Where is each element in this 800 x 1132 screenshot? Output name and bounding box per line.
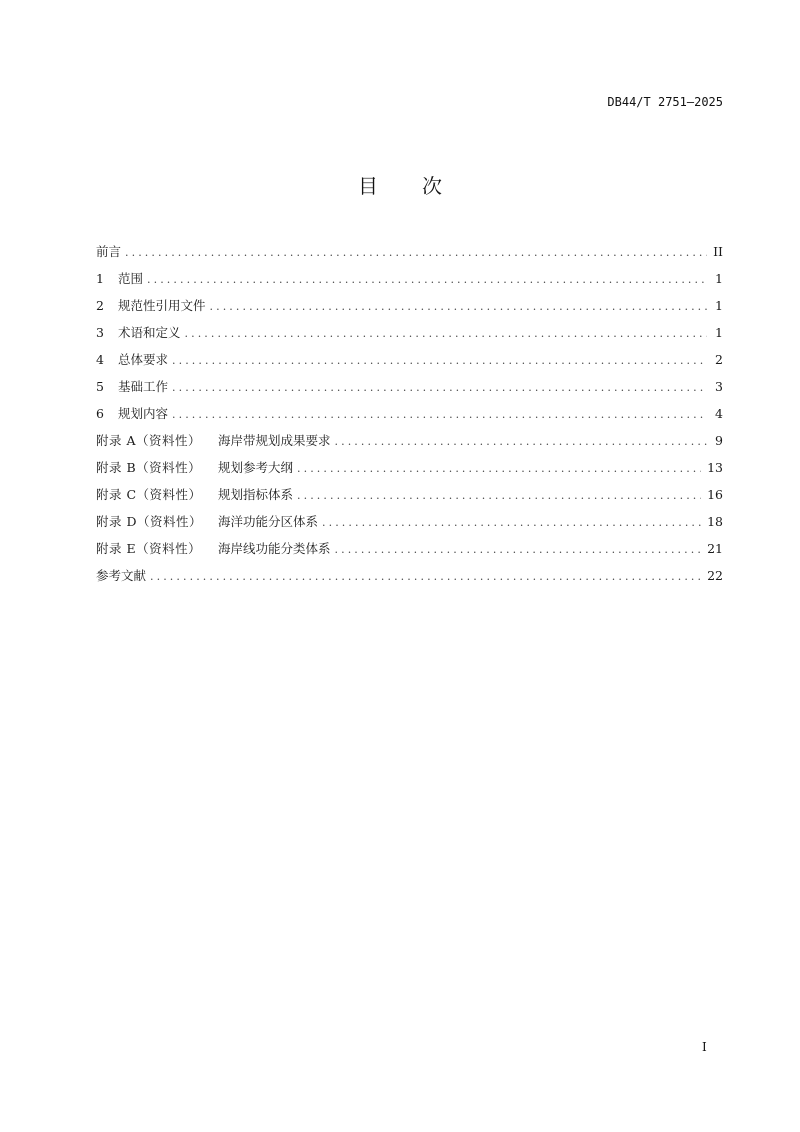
toc-page-number: 1 — [715, 325, 723, 340]
toc-entry-text: 范围 — [118, 271, 144, 286]
toc-section-number: 4 — [96, 352, 104, 367]
dot-leader — [150, 567, 701, 587]
dot-leader — [335, 432, 707, 452]
toc-section-number: 2 — [96, 298, 104, 313]
dot-leader — [172, 378, 707, 398]
toc-entry-text: 基础工作 — [118, 379, 169, 394]
page-number: I — [702, 1040, 707, 1054]
toc-page-number: 2 — [715, 352, 723, 367]
dot-leader — [322, 513, 701, 533]
toc-page-number: 13 — [707, 460, 723, 475]
toc-entry-text: 规划参考大纲 — [218, 460, 294, 475]
toc-entry-basic-work[interactable] — [96, 377, 723, 404]
dot-leader — [172, 405, 707, 425]
dot-leader — [147, 270, 707, 290]
table-of-contents — [96, 242, 723, 593]
toc-entry-text: 海洋功能分区体系 — [218, 514, 319, 529]
toc-page-number: II — [713, 244, 723, 259]
toc-page-number: 21 — [707, 541, 723, 556]
toc-entry-appendix-b[interactable] — [96, 458, 723, 485]
dot-leader — [172, 351, 707, 371]
toc-entry-scope[interactable] — [96, 269, 723, 296]
title-char-2: 次 — [422, 174, 442, 198]
document-code: DB44/T 2751—2025 — [607, 95, 723, 109]
toc-page-number: 1 — [715, 271, 723, 286]
toc-appendix-prefix: 附录 D（资料性） — [96, 514, 202, 529]
dot-leader — [297, 486, 701, 506]
toc-section-number: 1 — [96, 271, 104, 286]
toc-entry-normative-references[interactable] — [96, 296, 723, 323]
toc-page-number: 3 — [715, 379, 723, 394]
toc-entry-text: 规划内容 — [118, 406, 169, 421]
toc-entry-text: 术语和定义 — [118, 325, 181, 340]
toc-page-number: 4 — [715, 406, 723, 421]
toc-appendix-prefix: 附录 A（资料性） — [96, 433, 202, 448]
toc-entry-text: 海岸线功能分类体系 — [218, 541, 331, 556]
dot-leader — [210, 297, 707, 317]
toc-appendix-prefix: 附录 C（资料性） — [96, 487, 202, 502]
toc-page-number: 22 — [707, 568, 723, 583]
toc-entry-appendix-c[interactable] — [96, 485, 723, 512]
toc-page-number: 18 — [707, 514, 723, 529]
toc-entry-planning-content[interactable] — [96, 404, 723, 431]
toc-entry-appendix-e[interactable] — [96, 539, 723, 566]
toc-entry-text: 参考文献 — [96, 568, 147, 583]
toc-section-number: 3 — [96, 325, 104, 340]
toc-appendix-prefix: 附录 E（资料性） — [96, 541, 202, 556]
dot-leader — [125, 243, 707, 263]
toc-section-number: 5 — [96, 379, 104, 394]
toc-entry-text: 规范性引用文件 — [118, 298, 206, 313]
dot-leader — [185, 324, 707, 344]
toc-entry-appendix-d[interactable] — [96, 512, 723, 539]
toc-section-number: 6 — [96, 406, 104, 421]
toc-entry-terms-definitions[interactable] — [96, 323, 723, 350]
toc-entry-text: 规划指标体系 — [218, 487, 294, 502]
toc-entry-text: 总体要求 — [118, 352, 169, 367]
toc-page-number: 1 — [715, 298, 723, 313]
toc-entry-bibliography[interactable] — [96, 566, 723, 593]
page-title — [0, 170, 800, 199]
title-char-1: 目 — [358, 174, 378, 198]
toc-entry-text: 海岸带规划成果要求 — [218, 433, 331, 448]
toc-entry-general-requirements[interactable] — [96, 350, 723, 377]
dot-leader — [335, 540, 702, 560]
dot-leader — [297, 459, 701, 479]
toc-page-number: 9 — [715, 433, 723, 448]
toc-entry-foreword[interactable] — [96, 242, 723, 269]
toc-appendix-prefix: 附录 B（资料性） — [96, 460, 202, 475]
toc-entry-appendix-a[interactable] — [96, 431, 723, 458]
toc-page-number: 16 — [707, 487, 723, 502]
toc-entry-text: 前言 — [96, 244, 122, 259]
